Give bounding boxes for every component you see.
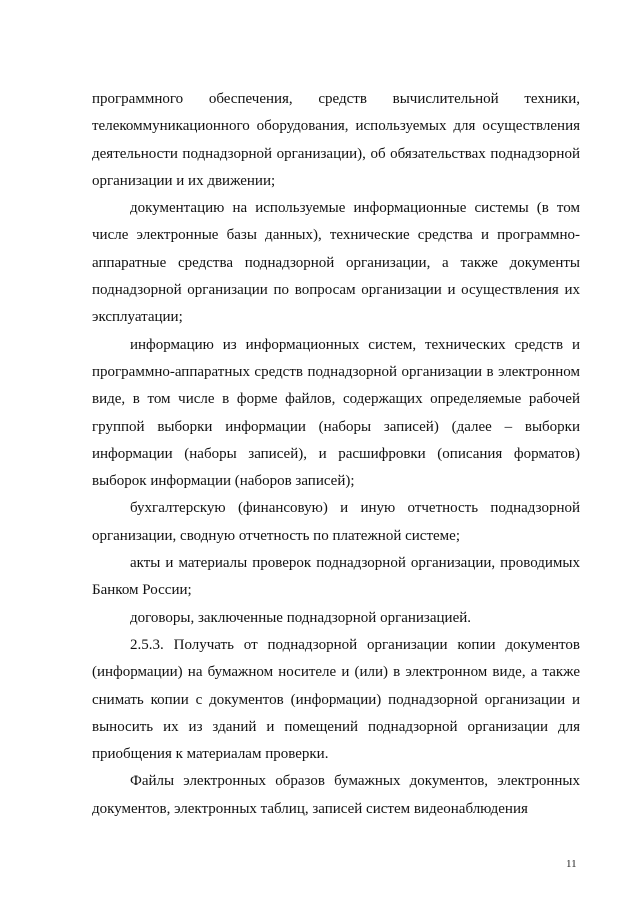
paragraph-2-5-3: 2.5.3. Получать от поднадзорной организации копии документов (информации) на бумажном носителе и (или) в электронном виде, а также снимать копии с документов (информации) поднадзорной организации и выносить их из зданий и помещений поднадзорной организации для приобщения к материалам проверки. (92, 636, 580, 763)
paragraph-inspection-acts: акты и материалы проверок поднадзорной организации, проводимых Банком России; (92, 555, 580, 599)
paragraph-continuation: программного обеспечения, средств вычислительной техники, телекоммуникационного оборудования, используемых для осуществления деятельности поднадзорной организации), об обязательствах поднадзорной организации и их движении; (92, 91, 580, 189)
page-number: 11 (566, 858, 577, 870)
paragraph-information-systems: информацию из информационных систем, технических средств и программно-аппаратных средств поднадзорной организации в электронном виде, в том числе в форме файлов, содержащих определяемые рабочей группой выборки информации (наборы записей) (далее – выборки информации (наборы записей), и расшифровки (описания форматов) выборок информации (наборов записей); (92, 336, 580, 490)
body-text (92, 86, 580, 823)
paragraph-accounting: бухгалтерскую (финансовую) и иную отчетность поднадзорной организации, сводную отчетность по платежной системе; (92, 500, 580, 544)
paragraph-electronic-files: Файлы электронных образов бумажных документов, электронных документов, электронных таблиц, записей систем видеонаблюдения (92, 773, 580, 817)
paragraph-documentation: документацию на используемые информационные системы (в том числе электронные базы данных), технические средства и программно-аппаратные средства поднадзорной организации, а также документы поднадзорной организации по вопросам организации и осуществления их эксплуатации; (92, 200, 580, 326)
paragraph-contracts: договоры, заключенные поднадзорной организацией. (130, 609, 472, 626)
